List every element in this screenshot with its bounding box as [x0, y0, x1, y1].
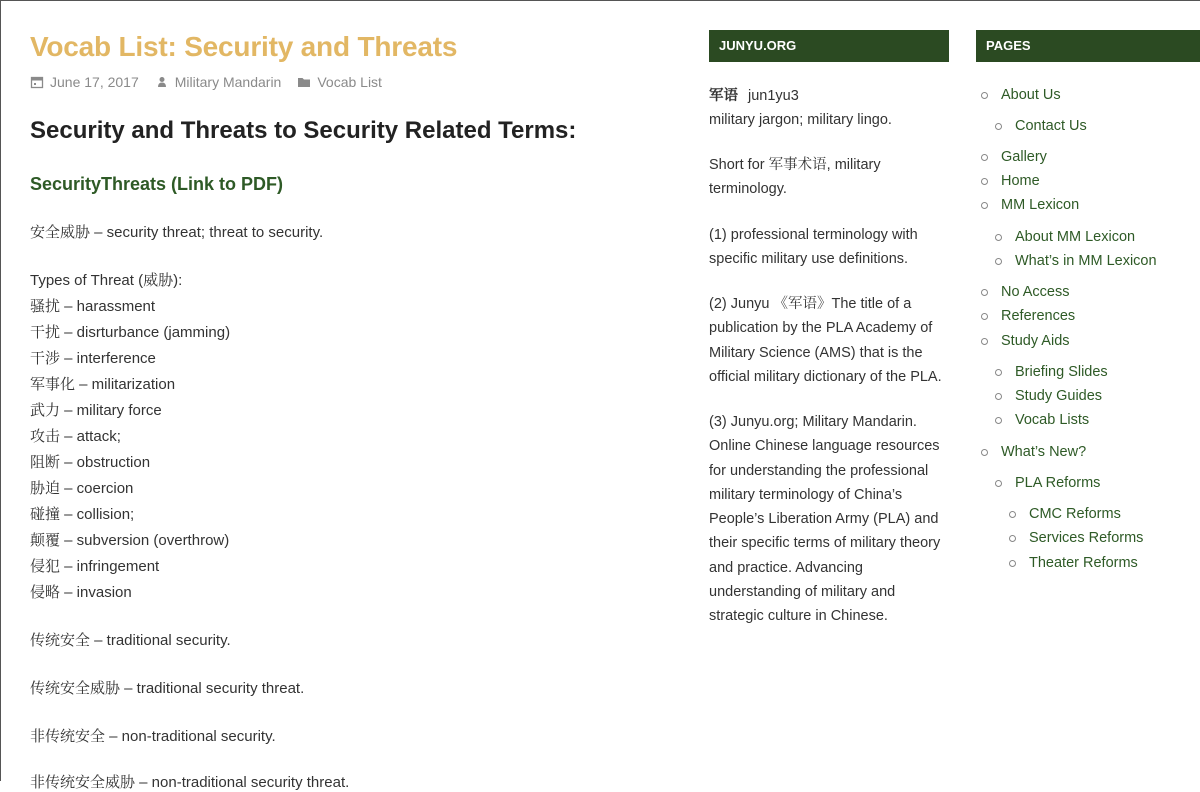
- junyu-short-for: Short for 军事术语, military terminology.: [709, 157, 881, 198]
- vocab-line: 非传统安全 – non-traditional security.: [30, 728, 276, 745]
- calendar-icon: [30, 75, 44, 89]
- vocab-line: 非传统安全威胁 – non-traditional security threat.: [30, 774, 350, 791]
- junyu-definition: [709, 84, 949, 133]
- page-link-label[interactable]: No Access: [1001, 284, 1070, 300]
- post-meta: [30, 74, 398, 90]
- page-link-label[interactable]: Services Reforms: [1029, 530, 1144, 546]
- bullet-icon: [981, 313, 988, 320]
- bullet-icon: [1009, 535, 1016, 542]
- junyu-paragraph-2: (2) Junyu 《军语》The title of a publication by the PLA Academy of Military Science (AMS) that is the official military dictionary of the PLA.: [709, 296, 942, 385]
- bullet-icon: [995, 417, 1002, 424]
- bullet-icon: [981, 92, 988, 99]
- page-link-label[interactable]: Vocab Lists: [1015, 412, 1090, 428]
- bullet-icon: [981, 449, 988, 456]
- page-link-contact-us[interactable]: [995, 118, 1087, 134]
- page-link-label[interactable]: Gallery: [1001, 149, 1047, 165]
- bullet-icon: [995, 393, 1002, 400]
- page-link-whats-in-mm-lexicon[interactable]: [995, 253, 1157, 269]
- pdf-link[interactable]: SecurityThreats (Link to PDF): [30, 174, 284, 194]
- vocab-line: 武力 – military force: [30, 402, 162, 419]
- vocab-line: 传统安全 – traditional security.: [30, 632, 231, 649]
- bullet-icon: [995, 234, 1002, 241]
- vocab-line: 干扰 – disrturbance (jamming): [30, 324, 231, 341]
- page-link-study-guides[interactable]: [995, 388, 1102, 404]
- vocab-line: 骚扰 – harassment: [30, 298, 156, 315]
- page-link-whats-new[interactable]: [981, 444, 1086, 460]
- page-link-label[interactable]: Study Aids: [1001, 333, 1070, 349]
- vocab-line: 安全威胁 – security threat; threat to security.: [30, 224, 324, 241]
- section-heading: Security and Threats to Security Related Terms:: [30, 117, 577, 144]
- vocab-line: Types of Threat (威胁):: [30, 272, 183, 289]
- author-icon: [155, 75, 169, 89]
- page-link-cmc-reforms[interactable]: [1009, 506, 1121, 522]
- page-link-label[interactable]: PLA Reforms: [1015, 475, 1101, 491]
- vocab-line: 颠覆 – subversion (overthrow): [30, 532, 230, 549]
- junyu-widget-title: JUNYU.ORG: [709, 30, 949, 62]
- bullet-icon: [995, 480, 1002, 487]
- bullet-icon: [995, 369, 1002, 376]
- page-link-no-access[interactable]: [981, 284, 1070, 300]
- bullet-icon: [981, 202, 988, 209]
- post-author[interactable]: [155, 74, 282, 90]
- bullet-icon: [1009, 560, 1016, 567]
- vocab-line: 传统安全威胁 – traditional security threat.: [30, 680, 305, 697]
- page-link-label[interactable]: References: [1001, 308, 1076, 324]
- vocab-line: 攻击 – attack;: [30, 428, 121, 445]
- post-category[interactable]: [297, 74, 382, 90]
- page-link-home[interactable]: [981, 173, 1040, 189]
- page-link-label[interactable]: About MM Lexicon: [1015, 229, 1136, 245]
- page-link-label[interactable]: What’s New?: [1001, 444, 1087, 460]
- page-link-references[interactable]: [981, 308, 1075, 324]
- post-title[interactable]: Vocab List: Security and Threats: [30, 31, 458, 62]
- junyu-paragraph-1: (1) professional terminology with specific military use definitions.: [709, 227, 918, 268]
- junyu-meaning: military jargon; military lingo.: [709, 112, 892, 129]
- page-link-theater-reforms[interactable]: [1009, 555, 1138, 571]
- page-link-study-aids[interactable]: [981, 333, 1070, 349]
- bullet-icon: [981, 338, 988, 345]
- junyu-pinyin: jun1yu3: [748, 88, 799, 104]
- junyu-paragraph-3: (3) Junyu.org; Military Mandarin. Online Chinese language resources for understanding the professional military terminology of China’s People’s Liberation Army (PLA) and their specific terms of military theory and practice. Advancing understanding of military and strategic culture in Chinese.: [709, 414, 941, 625]
- vocab-line: 干涉 – interference: [30, 350, 156, 367]
- page-link-label[interactable]: CMC Reforms: [1029, 506, 1121, 522]
- junyu-term: 军语: [709, 88, 738, 104]
- page-link-label[interactable]: Theater Reforms: [1029, 555, 1138, 571]
- post-date[interactable]: [30, 74, 139, 90]
- post-category-link[interactable]: Vocab List: [317, 74, 382, 90]
- page-link-label[interactable]: Study Guides: [1015, 388, 1103, 404]
- page-link-label[interactable]: About Us: [1001, 87, 1061, 103]
- page-link-about-us[interactable]: [981, 87, 1061, 103]
- vocab-line: 阻断 – obstruction: [30, 454, 151, 471]
- page-link-label[interactable]: What’s in MM Lexicon: [1015, 253, 1157, 269]
- post-date-link[interactable]: June 17, 2017: [50, 74, 139, 90]
- page-link-pla-reforms[interactable]: [995, 475, 1100, 491]
- page-link-mm-lexicon[interactable]: [981, 197, 1079, 213]
- bullet-icon: [981, 289, 988, 296]
- page-link-gallery[interactable]: [981, 149, 1047, 165]
- page-link-label[interactable]: Contact Us: [1015, 118, 1087, 134]
- vocab-line: 侵犯 – infringement: [30, 558, 160, 575]
- vocab-line: 胁迫 – coercion: [30, 480, 134, 497]
- pages-widget-title: PAGES: [976, 30, 1200, 62]
- page-link-vocab-lists[interactable]: [995, 412, 1089, 428]
- bullet-icon: [1009, 511, 1016, 518]
- page-link-label[interactable]: Home: [1001, 173, 1040, 189]
- vocab-line: 军事化 – militarization: [30, 376, 176, 393]
- page-link-briefing-slides[interactable]: [995, 364, 1108, 380]
- vocab-line: 碰撞 – collision;: [30, 506, 135, 523]
- vocab-line: 侵略 – invasion: [30, 584, 132, 601]
- post-author-link[interactable]: Military Mandarin: [174, 74, 282, 90]
- bullet-icon: [981, 178, 988, 185]
- bullet-icon: [981, 154, 988, 161]
- page-link-label[interactable]: MM Lexicon: [1001, 197, 1080, 213]
- page-link-services-reforms[interactable]: [1009, 530, 1143, 546]
- bullet-icon: [995, 123, 1002, 130]
- folder-icon: [297, 75, 311, 89]
- page-link-label[interactable]: Briefing Slides: [1015, 364, 1108, 380]
- bullet-icon: [995, 258, 1002, 265]
- page-link-about-mm-lexicon[interactable]: [995, 229, 1135, 245]
